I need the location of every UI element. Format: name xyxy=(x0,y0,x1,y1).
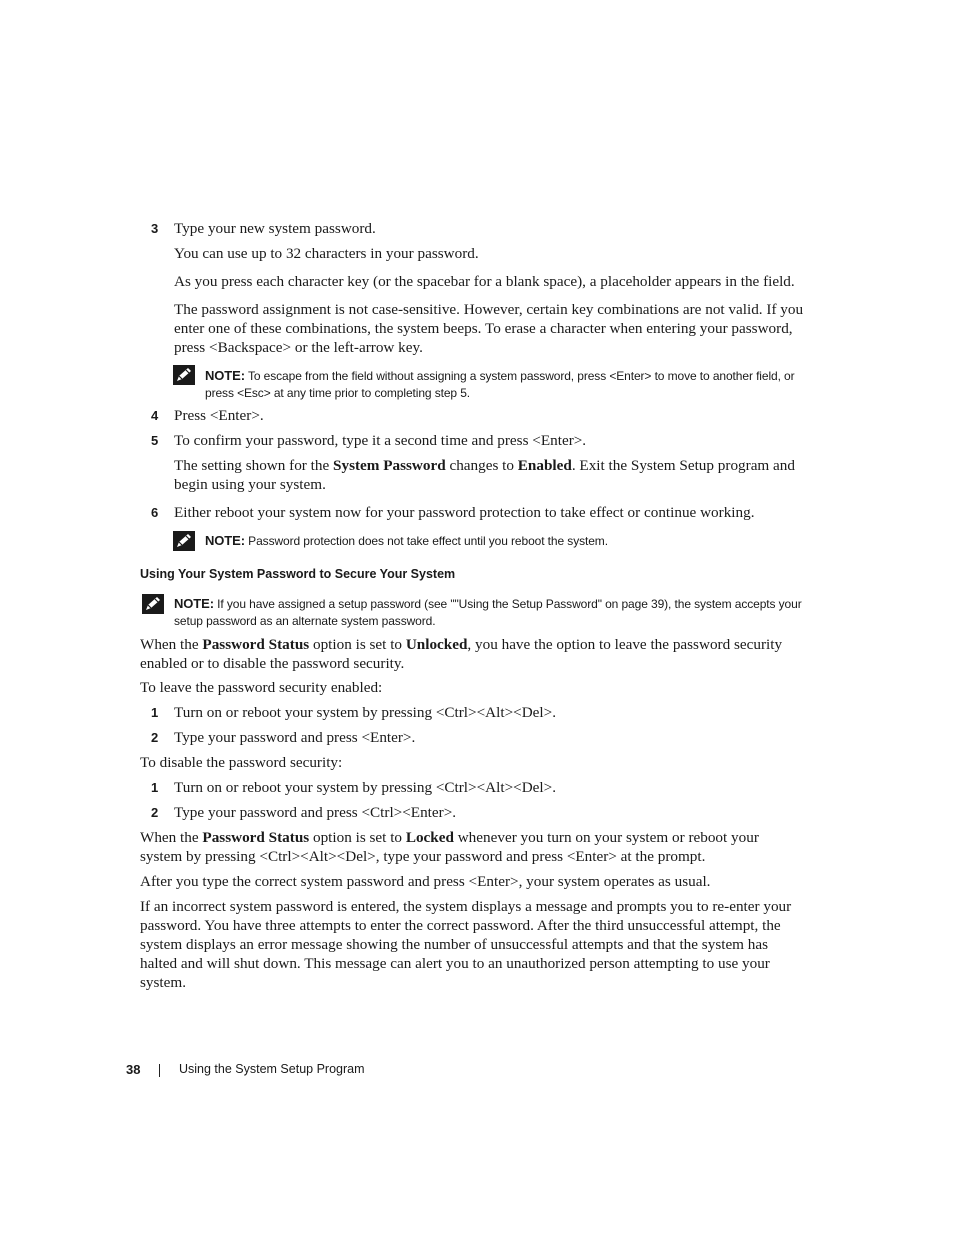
paragraph: If an incorrect system password is entered, the system displays a message and prompts you to re-enter your password. You have three attempts to enter the correct password. After the third unsuccessful attempt, the system displays an error message showing the number of unsuccessful attempts and that the system has halted and will shut down. This message can alert you to an unauthorized person attempting to use your system. xyxy=(140,898,792,991)
list-number: 2 xyxy=(151,730,159,745)
footer-chapter-title: Using the System Setup Program xyxy=(179,1062,365,1076)
paragraph: When the Password Status option is set to Unlocked, you have the option to leave the password security enabled or to disable the password security. xyxy=(140,636,783,672)
paragraph: The password assignment is not case-sensitive. However, certain key combinations are not valid. If you enter one of these combinations, the system beeps. To erase a character when entering your password, press <Backspace> or the left-arrow key. xyxy=(174,301,804,356)
list-number: 2 xyxy=(151,805,159,820)
note-body: Password protection does not take effect until you reboot the system. xyxy=(244,534,608,548)
paragraph: When the Password Status option is set to Locked whenever you turn on your system or reboot your system by pressing <Ctrl><Alt><Del>, type your password and press <Enter> at the prompt. xyxy=(140,829,759,865)
term-unlocked: Unlocked xyxy=(405,636,468,653)
note-label: NOTE: xyxy=(205,368,245,383)
step-number: 5 xyxy=(151,433,159,448)
note-body: To escape from the field without assigning a system password, press <Enter> to move to another field, or press <Esc> at any time prior to completing step 5. xyxy=(205,369,795,400)
step-number: 6 xyxy=(151,505,159,520)
step-text: Press <Enter>. xyxy=(174,407,264,424)
paragraph: As you press each character key (or the spacebar for a blank space), a placeholder appears in the field. xyxy=(174,273,795,290)
pencil-note-icon xyxy=(142,594,164,614)
note-label: NOTE: xyxy=(174,596,214,611)
paragraph: You can use up to 32 characters in your password. xyxy=(174,245,479,262)
footer-divider xyxy=(159,1064,160,1077)
term-password-status: Password Status xyxy=(202,829,310,846)
section-heading: Using Your System Password to Secure Your System xyxy=(140,567,456,581)
step-text: Either reboot your system now for your password protection to take effect or continue working. xyxy=(174,504,755,521)
list-item: Turn on or reboot your system by pressing <Ctrl><Alt><Del>. xyxy=(174,704,556,721)
step-number: 4 xyxy=(151,408,159,423)
page-number: 38 xyxy=(126,1062,141,1077)
step-text: Type your new system password. xyxy=(174,220,376,237)
note xyxy=(205,532,817,550)
note-label: NOTE: xyxy=(205,533,245,548)
term-password-status: Password Status xyxy=(202,636,310,653)
paragraph: To disable the password security: xyxy=(140,754,343,771)
list-number: 1 xyxy=(151,780,159,795)
pencil-note-icon xyxy=(173,531,195,551)
term-system-password: System Password xyxy=(333,457,446,474)
term-enabled: Enabled xyxy=(517,457,572,474)
paragraph: The setting shown for the System Password changes to Enabled. Exit the System Setup program and begin using your system. xyxy=(174,457,795,493)
note xyxy=(174,595,817,630)
step-number: 3 xyxy=(151,221,159,236)
paragraph: After you type the correct system password and press <Enter>, your system operates as usual. xyxy=(140,873,711,890)
term-locked: Locked xyxy=(405,829,454,846)
list-item: Turn on or reboot your system by pressing <Ctrl><Alt><Del>. xyxy=(174,779,556,796)
list-item: Type your password and press <Enter>. xyxy=(174,729,416,746)
paragraph: To leave the password security enabled: xyxy=(140,679,383,696)
note xyxy=(205,367,817,402)
list-number: 1 xyxy=(151,705,159,720)
list-item: Type your password and press <Ctrl><Enter>. xyxy=(174,804,457,821)
pencil-note-icon xyxy=(173,365,195,385)
note-body: If you have assigned a setup password (see ""Using the Setup Password" on page 39), the system accepts your setup password as an alternate system password. xyxy=(174,597,802,628)
step-text: To confirm your password, type it a second time and press <Enter>. xyxy=(174,432,587,449)
